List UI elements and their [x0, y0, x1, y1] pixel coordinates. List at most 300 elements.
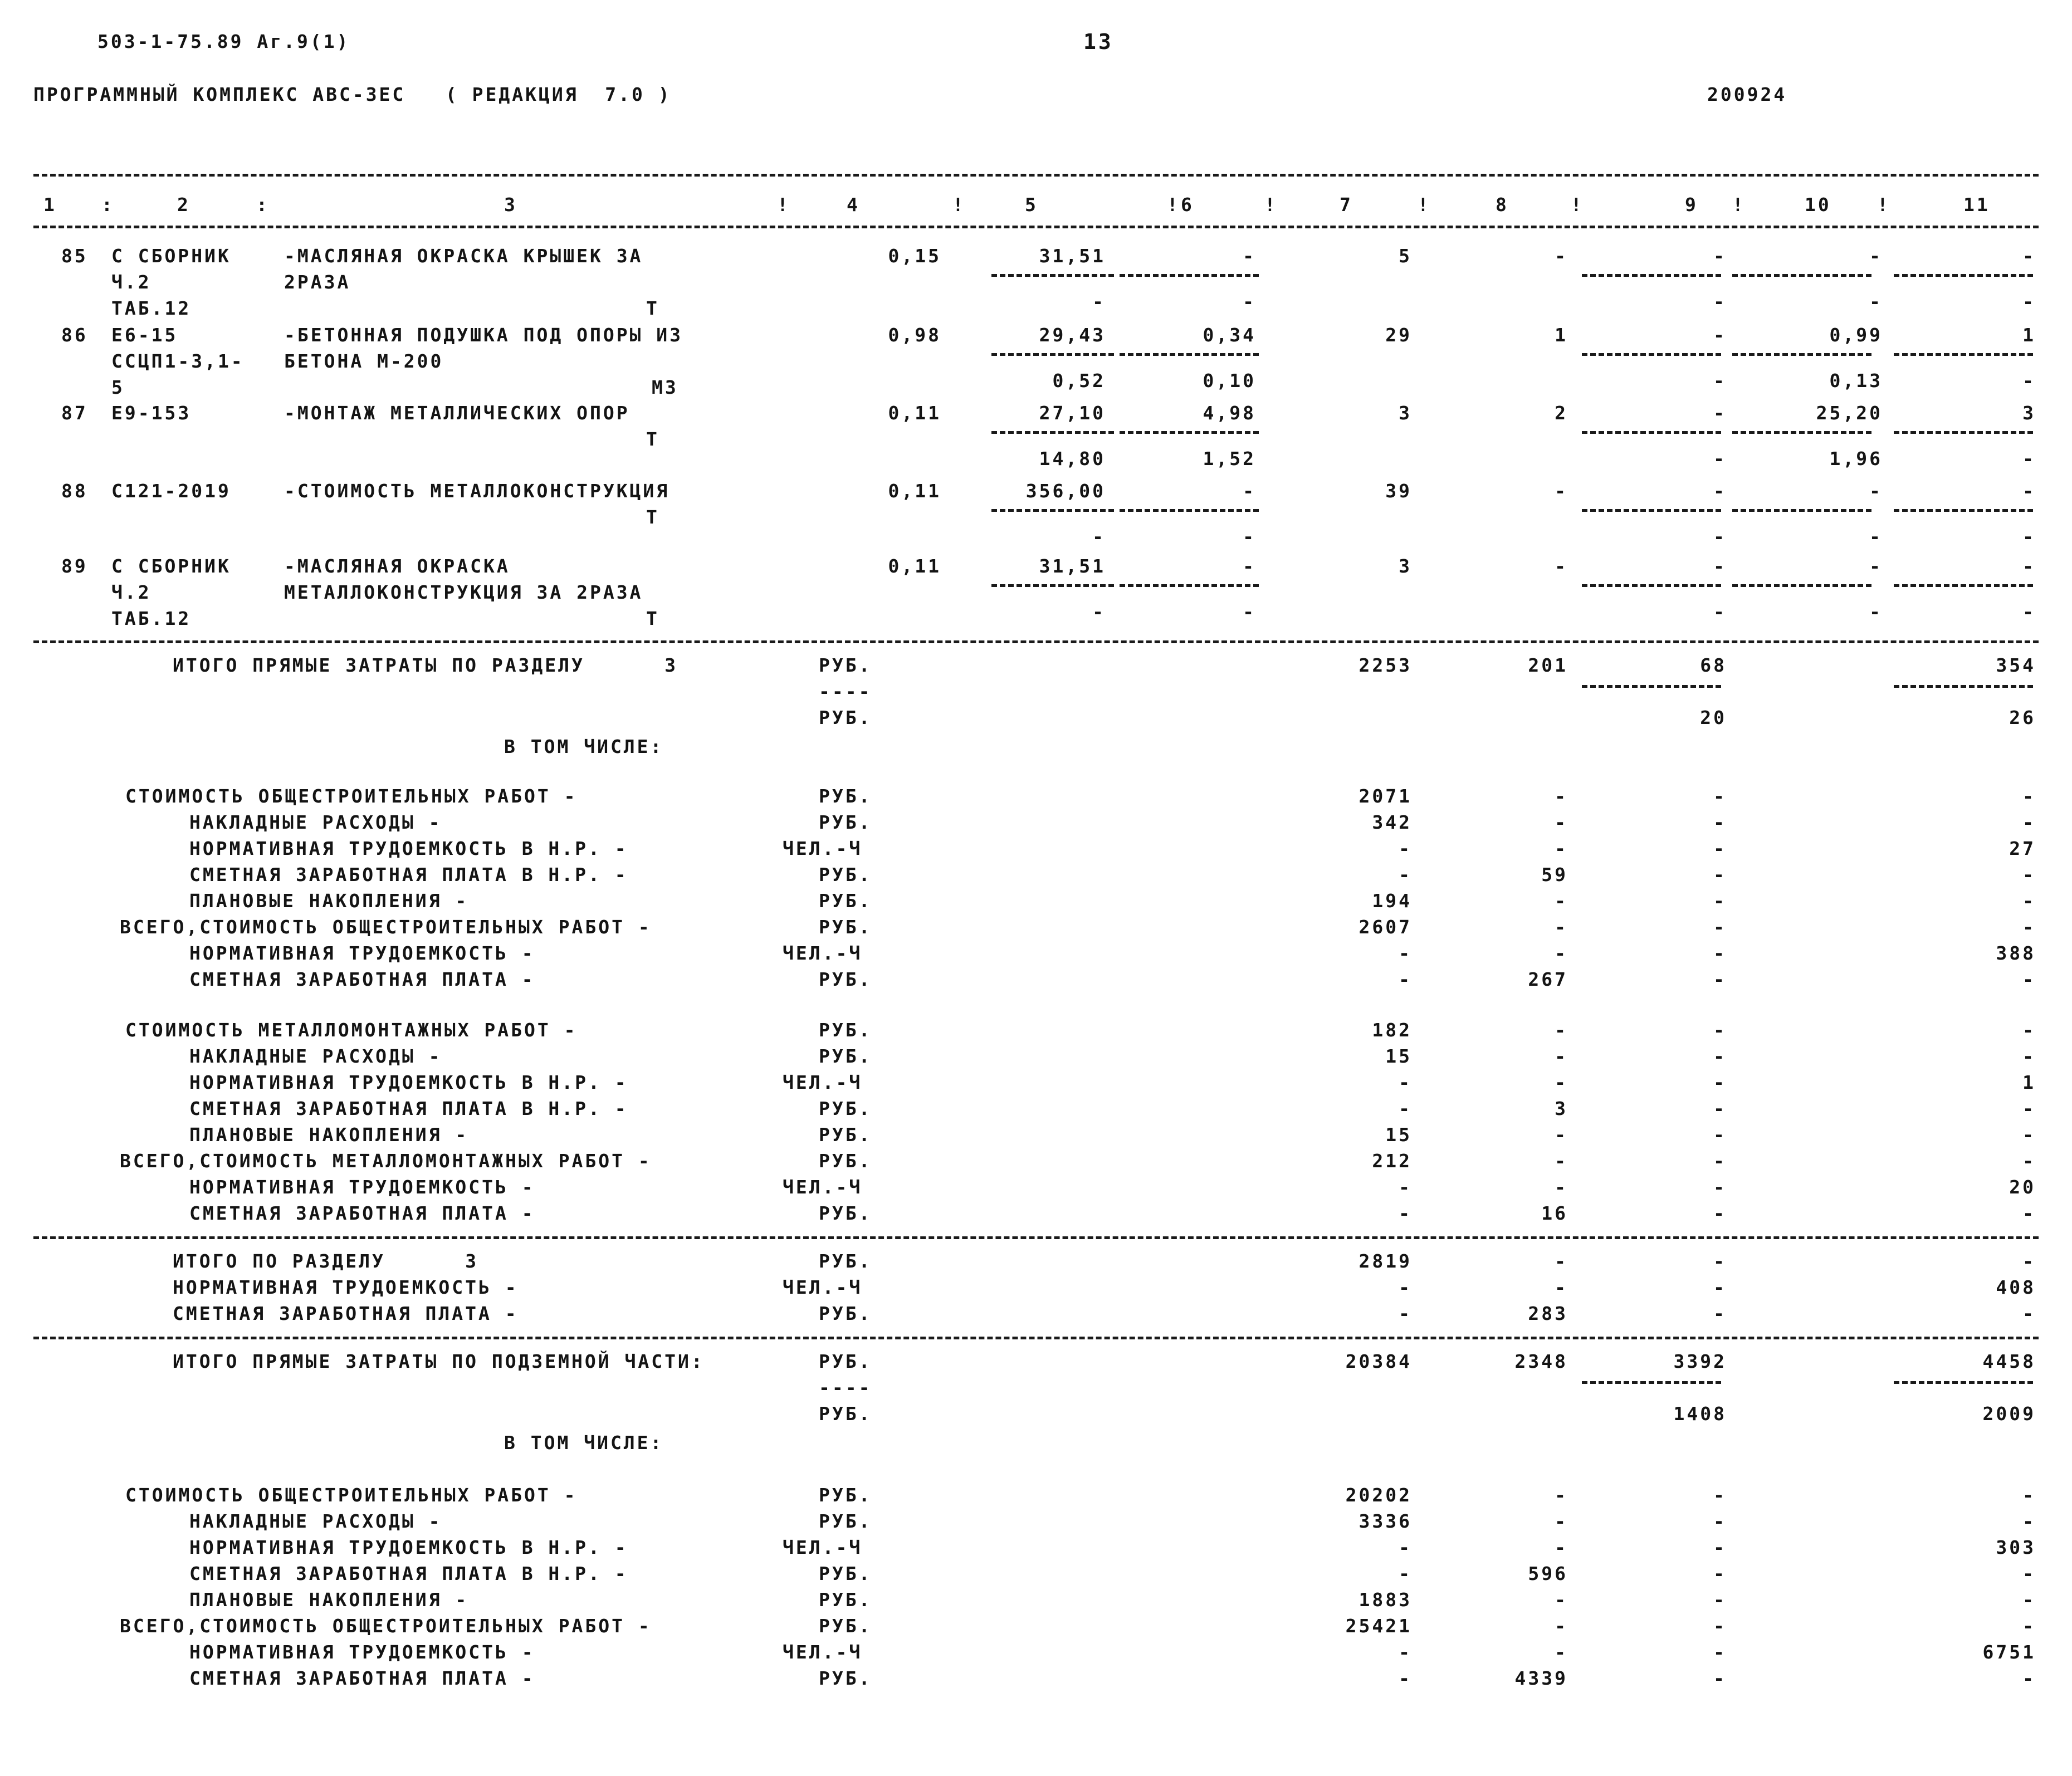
- section-total-unit-rule: ----: [819, 681, 872, 702]
- metal-works-row-col9: -: [1713, 1202, 1727, 1224]
- metal-works-row-col7: 15: [1385, 1124, 1412, 1146]
- general-works-row-col7: 342: [1372, 811, 1412, 833]
- col6-subrule: [1120, 509, 1259, 512]
- column-number-2: :: [101, 194, 115, 216]
- item-name: 2РАЗА: [284, 271, 351, 293]
- item-quantity: 0,11: [888, 402, 941, 424]
- col9-value: -: [1713, 402, 1727, 424]
- item-code: С СБОРНИК: [111, 245, 231, 267]
- general-works-row-unit: РУБ.: [819, 811, 872, 833]
- item-unit: М3: [652, 376, 678, 398]
- general-works-row-col11: -: [2022, 890, 2036, 912]
- section-total-col9-secondary: 20: [1700, 707, 1727, 728]
- section-sum-col9: -: [1713, 1250, 1727, 1272]
- underground-works-row-col8: 4339: [1514, 1667, 1568, 1689]
- metal-works-row-col7: 182: [1372, 1019, 1412, 1041]
- item-number: 88: [61, 480, 88, 502]
- metal-works-row-col9: -: [1713, 1124, 1727, 1146]
- metal-works-row-col8: -: [1555, 1150, 1568, 1172]
- col6-subrule: [1120, 431, 1259, 434]
- underground-works-row-label: НОРМАТИВНАЯ ТРУДОЕМКОСТЬ -: [189, 1641, 535, 1663]
- general-works-row-col11: 388: [1996, 942, 2036, 964]
- section-total-col11-rule: [1894, 685, 2033, 688]
- col10-value: 25,20: [1816, 402, 1883, 424]
- col9-subrule: [1582, 431, 1721, 434]
- metal-works-row-col11: 1: [2022, 1072, 2036, 1093]
- underground-works-row-col9: -: [1713, 1615, 1727, 1637]
- metal-works-row-unit: ЧЕЛ.-Ч: [783, 1176, 863, 1198]
- header-bottom-rule: [33, 226, 2039, 228]
- underground-works-row-unit: ЧЕЛ.-Ч: [783, 1641, 863, 1663]
- underground-total-col11: 4458: [1982, 1351, 2036, 1372]
- general-works-row-label: СМЕТНАЯ ЗАРАБОТНАЯ ПЛАТА В Н.Р. -: [189, 864, 628, 885]
- metal-works-row-label: НОРМАТИВНАЯ ТРУДОЕМКОСТЬ В Н.Р. -: [189, 1072, 628, 1093]
- column-number-19: 10: [1805, 194, 1831, 216]
- column-number-14: !: [1418, 194, 1431, 216]
- col5-subvalue: 0,52: [1052, 370, 1106, 392]
- section-total-including: В ТОМ ЧИСЛЕ:: [504, 736, 664, 757]
- section-rule: [33, 1236, 2039, 1239]
- col5-subrule: [991, 274, 1114, 277]
- col11-subvalue: -: [2022, 601, 2036, 623]
- item-name: БЕТОНА М-200: [284, 350, 444, 372]
- item-unit: Т: [646, 428, 659, 450]
- general-works-row-col8: -: [1555, 942, 1568, 964]
- underground-works-row-col11: -: [2022, 1667, 2036, 1689]
- underground-works-row-unit: РУБ.: [819, 1484, 872, 1506]
- col6-value: -: [1243, 480, 1256, 502]
- items-bottom-rule: [33, 640, 2039, 643]
- column-number-18: !: [1732, 194, 1746, 216]
- metal-works-row-col7: -: [1399, 1176, 1412, 1198]
- section-total-col7: 2253: [1358, 654, 1412, 676]
- column-number-3: 2: [177, 194, 190, 216]
- general-works-row-unit: РУБ.: [819, 968, 872, 990]
- metal-works-row-col8: -: [1555, 1045, 1568, 1067]
- underground-works-row-col9: -: [1713, 1589, 1727, 1611]
- metal-works-row-col8: -: [1555, 1176, 1568, 1198]
- general-works-row-col7: 2607: [1358, 916, 1412, 938]
- underground-works-row-unit: РУБ.: [819, 1589, 872, 1611]
- col10-subvalue: 1,96: [1829, 448, 1883, 469]
- section-sum-col11: -: [2022, 1250, 2036, 1272]
- underground-works-row-unit: РУБ.: [819, 1615, 872, 1637]
- metal-works-row-col11: -: [2022, 1124, 2036, 1146]
- col9-subvalue: -: [1713, 448, 1727, 469]
- col5-value: 29,43: [1039, 324, 1106, 346]
- underground-total-col9-secondary: 1408: [1673, 1403, 1727, 1425]
- document-code: 200924: [1707, 84, 1787, 105]
- general-works-row-label: НОРМАТИВНАЯ ТРУДОЕМКОСТЬ В Н.Р. -: [189, 838, 628, 859]
- col7-value: 3: [1399, 402, 1412, 424]
- column-number-5: 3: [504, 194, 517, 216]
- section-total-unit-secondary: РУБ.: [819, 707, 872, 728]
- section-sum-unit: РУБ.: [819, 1250, 872, 1272]
- underground-works-row-col7: -: [1399, 1537, 1412, 1558]
- underground-works-row-col8: -: [1555, 1484, 1568, 1506]
- col6-value: 4,98: [1203, 402, 1256, 424]
- col8-value: -: [1555, 480, 1568, 502]
- column-number-12: !: [1264, 194, 1278, 216]
- col10-subrule: [1732, 353, 1871, 356]
- metal-works-row-unit: ЧЕЛ.-Ч: [783, 1072, 863, 1093]
- item-code: Ч.2: [111, 271, 152, 293]
- underground-works-row-label: ВСЕГО,СТОИМОСТЬ ОБЩЕСТРОИТЕЛЬНЫХ РАБОТ -: [120, 1615, 652, 1637]
- col8-value: 1: [1555, 324, 1568, 346]
- underground-total-unit-rule: ----: [819, 1377, 872, 1398]
- col5-subrule: [991, 509, 1114, 512]
- col11-subvalue: -: [2022, 448, 2036, 469]
- metal-works-row-unit: РУБ.: [819, 1098, 872, 1119]
- document-reference: 503-1-75.89 Аг.9(1): [97, 31, 350, 52]
- col6-subrule: [1120, 274, 1259, 277]
- program-title: ПРОГРАММНЫЙ КОМПЛЕКС АВС-3ЕС ( РЕДАКЦИЯ 7.0 ): [33, 84, 672, 105]
- col11-subvalue: -: [2022, 291, 2036, 312]
- col5-value: 31,51: [1039, 555, 1106, 577]
- general-works-row-col7: 2071: [1358, 785, 1412, 807]
- underground-works-row-col7: 3336: [1358, 1510, 1412, 1532]
- column-number-10: !: [1167, 194, 1180, 216]
- metal-works-row-col8: 16: [1541, 1202, 1568, 1224]
- col9-subrule: [1582, 584, 1721, 587]
- underground-works-row-col8: -: [1555, 1510, 1568, 1532]
- item-name: -БЕТОННАЯ ПОДУШКА ПОД ОПОРЫ ИЗ: [284, 324, 683, 346]
- section-sum-col11: 408: [1996, 1276, 2036, 1298]
- metal-works-row-unit: РУБ.: [819, 1045, 872, 1067]
- underground-works-row-col8: -: [1555, 1589, 1568, 1611]
- underground-total-col7: 20384: [1345, 1351, 1412, 1372]
- general-works-row-unit: ЧЕЛ.-Ч: [783, 838, 863, 859]
- metal-works-row-col7: -: [1399, 1098, 1412, 1119]
- metal-works-row-col9: -: [1713, 1019, 1727, 1041]
- col9-value: -: [1713, 324, 1727, 346]
- metal-works-row-col11: -: [2022, 1045, 2036, 1067]
- section-total-col9: 68: [1700, 654, 1727, 676]
- general-works-row-label: ПЛАНОВЫЕ НАКОПЛЕНИЯ -: [189, 890, 469, 912]
- item-unit: Т: [646, 506, 659, 528]
- item-quantity: 0,15: [888, 245, 941, 267]
- general-works-row-label: НОРМАТИВНАЯ ТРУДОЕМКОСТЬ -: [189, 942, 535, 964]
- col10-subvalue: 0,13: [1829, 370, 1883, 392]
- underground-total-label: ИТОГО ПРЯМЫЕ ЗАТРАТЫ ПО ПОДЗЕМНОЙ ЧАСТИ:: [173, 1351, 705, 1372]
- col9-subvalue: -: [1713, 370, 1727, 392]
- item-name: МЕТАЛЛОКОНСТРУКЦИЯ ЗА 2РАЗА: [284, 581, 643, 603]
- general-works-row-unit: РУБ.: [819, 785, 872, 807]
- section-sum-col7: -: [1399, 1303, 1412, 1324]
- col11-subrule: [1894, 509, 2033, 512]
- general-works-row-col9: -: [1713, 942, 1727, 964]
- col11-value: 3: [2022, 402, 2036, 424]
- underground-works-row-col9: -: [1713, 1510, 1727, 1532]
- column-number-15: 8: [1496, 194, 1509, 216]
- general-works-row-label: ВСЕГО,СТОИМОСТЬ ОБЩЕСТРОИТЕЛЬНЫХ РАБОТ -: [120, 916, 652, 938]
- item-name: -МАСЛЯНАЯ ОКРАСКА: [284, 555, 510, 577]
- general-works-row-col11: -: [2022, 864, 2036, 885]
- underground-works-row-label: НОРМАТИВНАЯ ТРУДОЕМКОСТЬ В Н.Р. -: [189, 1537, 628, 1558]
- underground-works-row-col9: -: [1713, 1484, 1727, 1506]
- general-works-row-col7: -: [1399, 864, 1412, 885]
- col11-value: 1: [2022, 324, 2036, 346]
- underground-works-row-label: СТОИМОСТЬ ОБЩЕСТРОИТЕЛЬНЫХ РАБОТ -: [125, 1484, 578, 1506]
- column-number-20: !: [1877, 194, 1890, 216]
- col5-subvalue: 14,80: [1039, 448, 1106, 469]
- col5-value: 356,00: [1025, 480, 1106, 502]
- underground-total-col8: 2348: [1514, 1351, 1568, 1372]
- item-number: 87: [61, 402, 88, 424]
- general-works-row-col9: -: [1713, 838, 1727, 859]
- general-works-row-col11: -: [2022, 968, 2036, 990]
- metal-works-row-col7: 15: [1385, 1045, 1412, 1067]
- col7-value: 5: [1399, 245, 1412, 267]
- col11-subrule: [1894, 584, 2033, 587]
- col6-subvalue: -: [1243, 601, 1256, 623]
- col9-value: -: [1713, 480, 1727, 502]
- general-works-row-col8: 59: [1541, 864, 1568, 885]
- item-code: С121-2019: [111, 480, 231, 502]
- section-sum-col7: -: [1399, 1276, 1412, 1298]
- col5-value: 27,10: [1039, 402, 1106, 424]
- col10-value: -: [1869, 480, 1883, 502]
- item-quantity: 0,11: [888, 480, 941, 502]
- metal-works-row-col8: -: [1555, 1124, 1568, 1146]
- col11-value: -: [2022, 245, 2036, 267]
- metal-works-row-col9: -: [1713, 1072, 1727, 1093]
- col9-subvalue: -: [1713, 291, 1727, 312]
- underground-total-unit: РУБ.: [819, 1351, 872, 1372]
- general-works-row-unit: РУБ.: [819, 916, 872, 938]
- metal-works-row-col9: -: [1713, 1045, 1727, 1067]
- col10-subvalue: -: [1869, 291, 1883, 312]
- metal-works-row-col11: -: [2022, 1202, 2036, 1224]
- item-code: Ч.2: [111, 581, 152, 603]
- underground-rule: [33, 1337, 2039, 1339]
- col5-subvalue: -: [1092, 526, 1106, 547]
- metal-works-row-label: НАКЛАДНЫЕ РАСХОДЫ -: [189, 1045, 442, 1067]
- underground-works-row-col11: -: [2022, 1589, 2036, 1611]
- underground-total-col9-rule: [1582, 1381, 1721, 1384]
- col10-subvalue: -: [1869, 601, 1883, 623]
- column-number-13: 7: [1340, 194, 1353, 216]
- column-number-16: !: [1571, 194, 1584, 216]
- item-number: 89: [61, 555, 88, 577]
- metal-works-row-label: НОРМАТИВНАЯ ТРУДОЕМКОСТЬ -: [189, 1176, 535, 1198]
- item-code: 5: [111, 376, 125, 398]
- col5-subvalue: -: [1092, 291, 1106, 312]
- col8-value: -: [1555, 555, 1568, 577]
- underground-works-row-col11: -: [2022, 1563, 2036, 1584]
- metal-works-row-col7: -: [1399, 1072, 1412, 1093]
- metal-works-row-unit: РУБ.: [819, 1202, 872, 1224]
- general-works-row-unit: РУБ.: [819, 890, 872, 912]
- general-works-row-col9: -: [1713, 811, 1727, 833]
- metal-works-row-unit: РУБ.: [819, 1124, 872, 1146]
- col10-value: 0,99: [1829, 324, 1883, 346]
- underground-works-row-label: ПЛАНОВЫЕ НАКОПЛЕНИЯ -: [189, 1589, 469, 1611]
- general-works-row-col11: 27: [2009, 838, 2036, 859]
- col10-subrule: [1732, 431, 1871, 434]
- column-number-17: 9: [1685, 194, 1698, 216]
- underground-works-row-col9: -: [1713, 1667, 1727, 1689]
- general-works-row-col8: 267: [1528, 968, 1568, 990]
- col6-value: -: [1243, 555, 1256, 577]
- underground-works-row-col7: -: [1399, 1563, 1412, 1584]
- underground-works-row-label: СМЕТНАЯ ЗАРАБОТНАЯ ПЛАТА В Н.Р. -: [189, 1563, 628, 1584]
- general-works-row-col11: -: [2022, 811, 2036, 833]
- col11-subrule: [1894, 353, 2033, 356]
- col6-value: 0,34: [1203, 324, 1256, 346]
- column-number-21: 11: [1963, 194, 1990, 216]
- section-sum-col9: -: [1713, 1276, 1727, 1298]
- column-number-7: 4: [847, 194, 860, 216]
- col6-subvalue: 1,52: [1203, 448, 1256, 469]
- underground-works-row-col11: 303: [1996, 1537, 2036, 1558]
- general-works-row-col8: -: [1555, 916, 1568, 938]
- underground-works-row-col11: 6751: [1982, 1641, 2036, 1663]
- section-sum-label: СМЕТНАЯ ЗАРАБОТНАЯ ПЛАТА -: [173, 1303, 519, 1324]
- underground-total-col11-rule: [1894, 1381, 2033, 1384]
- metal-works-row-col11: -: [2022, 1098, 2036, 1119]
- section-sum-unit: РУБ.: [819, 1303, 872, 1324]
- column-number-6: !: [777, 194, 790, 216]
- general-works-row-unit: ЧЕЛ.-Ч: [783, 942, 863, 964]
- col10-subrule: [1732, 584, 1871, 587]
- section-sum-col9: -: [1713, 1303, 1727, 1324]
- underground-works-row-label: НАКЛАДНЫЕ РАСХОДЫ -: [189, 1510, 442, 1532]
- page-number: 13: [1083, 30, 1113, 54]
- metal-works-row-col7: -: [1399, 1202, 1412, 1224]
- general-works-row-label: СМЕТНАЯ ЗАРАБОТНАЯ ПЛАТА -: [189, 968, 535, 990]
- item-unit: Т: [646, 297, 659, 319]
- col10-value: -: [1869, 555, 1883, 577]
- item-code: ТАБ.12: [111, 297, 192, 319]
- col9-subrule: [1582, 274, 1721, 277]
- general-works-row-col8: -: [1555, 890, 1568, 912]
- underground-works-row-col11: -: [2022, 1615, 2036, 1637]
- underground-works-row-col9: -: [1713, 1641, 1727, 1663]
- col8-value: -: [1555, 245, 1568, 267]
- item-code: Е9-153: [111, 402, 192, 424]
- section-total-label: ИТОГО ПРЯМЫЕ ЗАТРАТЫ ПО РАЗДЕЛУ 3: [173, 654, 678, 676]
- metal-works-row-label: СМЕТНАЯ ЗАРАБОТНАЯ ПЛАТА В Н.Р. -: [189, 1098, 628, 1119]
- col6-value: -: [1243, 245, 1256, 267]
- column-number-1: 1: [43, 194, 57, 216]
- underground-works-row-label: СМЕТНАЯ ЗАРАБОТНАЯ ПЛАТА -: [189, 1667, 535, 1689]
- underground-works-row-col8: -: [1555, 1641, 1568, 1663]
- metal-works-row-col8: 3: [1555, 1098, 1568, 1119]
- col11-value: -: [2022, 555, 2036, 577]
- underground-works-row-unit: РУБ.: [819, 1563, 872, 1584]
- general-works-row-col7: -: [1399, 968, 1412, 990]
- col6-subrule: [1120, 584, 1259, 587]
- item-code: Е6-15: [111, 324, 178, 346]
- underground-works-row-unit: РУБ.: [819, 1510, 872, 1532]
- table-top-rule: [33, 174, 2039, 177]
- section-sum-unit: ЧЕЛ.-Ч: [783, 1276, 863, 1298]
- col11-subvalue: -: [2022, 370, 2036, 392]
- col9-subrule: [1582, 353, 1721, 356]
- column-number-4: :: [256, 194, 270, 216]
- col11-subrule: [1894, 431, 2033, 434]
- item-number: 85: [61, 245, 88, 267]
- section-total-col8: 201: [1528, 654, 1568, 676]
- col6-subvalue: -: [1243, 526, 1256, 547]
- item-name: -МАСЛЯНАЯ ОКРАСКА КРЫШЕК ЗА: [284, 245, 643, 267]
- col9-value: -: [1713, 555, 1727, 577]
- general-works-row-col9: -: [1713, 968, 1727, 990]
- section-sum-label: НОРМАТИВНАЯ ТРУДОЕМКОСТЬ -: [173, 1276, 519, 1298]
- col9-subvalue: -: [1713, 526, 1727, 547]
- col5-subrule: [991, 353, 1114, 356]
- col10-subrule: [1732, 509, 1871, 512]
- item-code: ССЦП1-3,1-: [111, 350, 245, 372]
- general-works-row-col9: -: [1713, 890, 1727, 912]
- underground-total-col11-secondary: 2009: [1982, 1403, 2036, 1425]
- metal-works-row-unit: РУБ.: [819, 1150, 872, 1172]
- underground-works-row-col7: -: [1399, 1667, 1412, 1689]
- section-total-col11-secondary: 26: [2009, 707, 2036, 728]
- col5-subrule: [991, 431, 1114, 434]
- column-number-8: !: [952, 194, 966, 216]
- section-sum-col11: -: [2022, 1303, 2036, 1324]
- metal-works-row-label: ВСЕГО,СТОИМОСТЬ МЕТАЛЛОМОНТАЖНЫХ РАБОТ -: [120, 1150, 652, 1172]
- section-total-col11: 354: [1996, 654, 2036, 676]
- general-works-row-col11: -: [2022, 916, 2036, 938]
- underground-works-row-col8: -: [1555, 1537, 1568, 1558]
- col9-subvalue: -: [1713, 601, 1727, 623]
- underground-works-row-col7: -: [1399, 1641, 1412, 1663]
- metal-works-row-col11: -: [2022, 1019, 2036, 1041]
- metal-works-row-label: СТОИМОСТЬ МЕТАЛЛОМОНТАЖНЫХ РАБОТ -: [125, 1019, 578, 1041]
- section-total-col9-rule: [1582, 685, 1721, 688]
- underground-works-row-col7: 20202: [1345, 1484, 1412, 1506]
- col6-subvalue: 0,10: [1203, 370, 1256, 392]
- underground-works-row-col7: 25421: [1345, 1615, 1412, 1637]
- section-total-unit: РУБ.: [819, 654, 872, 676]
- underground-works-row-col8: -: [1555, 1615, 1568, 1637]
- underground-works-row-unit: РУБ.: [819, 1667, 872, 1689]
- metal-works-row-col9: -: [1713, 1098, 1727, 1119]
- general-works-row-col8: -: [1555, 811, 1568, 833]
- general-works-row-label: СТОИМОСТЬ ОБЩЕСТРОИТЕЛЬНЫХ РАБОТ -: [125, 785, 578, 807]
- col11-subrule: [1894, 274, 2033, 277]
- col9-value: -: [1713, 245, 1727, 267]
- item-code: С СБОРНИК: [111, 555, 231, 577]
- underground-total-unit-secondary: РУБ.: [819, 1403, 872, 1425]
- metal-works-row-col8: -: [1555, 1019, 1568, 1041]
- col11-subvalue: -: [2022, 526, 2036, 547]
- general-works-row-col8: -: [1555, 838, 1568, 859]
- underground-works-row-col7: 1883: [1358, 1589, 1412, 1611]
- column-number-9: 5: [1025, 194, 1038, 216]
- col5-value: 31,51: [1039, 245, 1106, 267]
- section-sum-col7: 2819: [1358, 1250, 1412, 1272]
- metal-works-row-col11: -: [2022, 1150, 2036, 1172]
- col10-value: -: [1869, 245, 1883, 267]
- general-works-row-col7: 194: [1372, 890, 1412, 912]
- col8-value: 2: [1555, 402, 1568, 424]
- underground-total-col9: 3392: [1673, 1351, 1727, 1372]
- col5-subrule: [991, 584, 1114, 587]
- general-works-row-col7: -: [1399, 838, 1412, 859]
- underground-works-row-col9: -: [1713, 1563, 1727, 1584]
- item-unit: Т: [646, 608, 659, 629]
- underground-works-row-unit: ЧЕЛ.-Ч: [783, 1537, 863, 1558]
- metal-works-row-col9: -: [1713, 1176, 1727, 1198]
- col10-subvalue: -: [1869, 526, 1883, 547]
- item-quantity: 0,98: [888, 324, 941, 346]
- general-works-row-col9: -: [1713, 864, 1727, 885]
- col9-subrule: [1582, 509, 1721, 512]
